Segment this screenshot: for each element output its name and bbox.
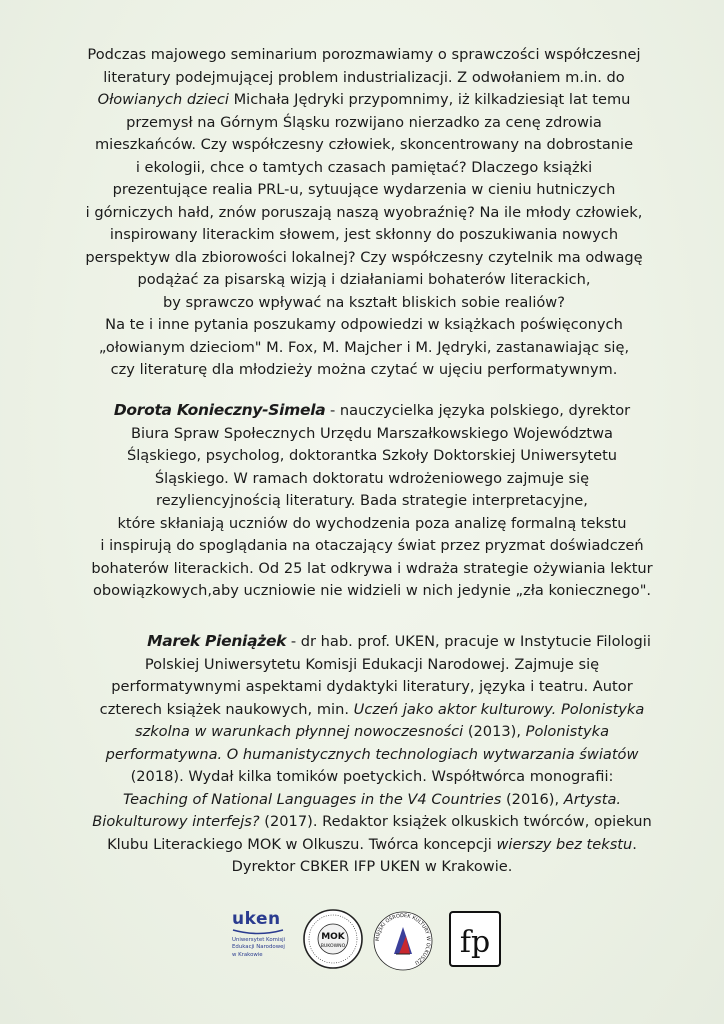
bio-line (72, 789, 672, 812)
intro-line: inspirowany literackim słowem, jest skłonny do poszukiwania nowych (109, 226, 619, 243)
uken-logo (232, 910, 294, 970)
intro-paragraph (58, 44, 670, 382)
bio-line: Biura Spraw Społecznych Urzędu Marszałkowskiego Województwa (130, 424, 613, 442)
bio-line (72, 699, 672, 722)
uken-subtitle: w Krakowie (232, 951, 263, 958)
bio-line: obowiązkowych,aby uczniowie nie widzieli w nich jedynie „zła koniecznego". (92, 582, 652, 599)
uken-subtitle: Edukacji Narodowej (232, 944, 285, 951)
uken-arc-icon (232, 928, 284, 936)
bio-text: Klubu Literackiego MOK w Olkuszu. Twórca koncepcji (107, 835, 497, 853)
bio-line: bohaterów literackich. Od 25 lat odkrywa i wdraża strategie ożywiania lektur (91, 559, 653, 577)
intro-line: „ołowianym dzieciom" M. Fox, M. Majcher i M. Jędryki, zastanawiając się, (98, 338, 630, 356)
book-title: Polonistyka (525, 723, 610, 740)
book-title: performatywna. O humanistycznych technologiach wytwarzania światów (105, 745, 639, 763)
bio-text: (2013), (463, 723, 526, 740)
intro-line: czy literaturę dla młodzieży można czytać w ujęciu performatywnym. (110, 361, 618, 378)
intro-line: literatury podejmującej problem industrializacji. Z odwołaniem m.in. do (103, 68, 625, 86)
bio-line (72, 399, 672, 423)
bio-line (72, 834, 672, 857)
bio-line: rezyliencyjnością literatury. Bada strategie interpretacyjne, (156, 492, 588, 509)
bio-line (72, 721, 672, 744)
bio-text: (2017). Redaktor książek olkuskich twórców, opiekun (259, 813, 652, 830)
bio-text: (2016), (501, 790, 564, 808)
book-title: Ołowianych dzieci (97, 91, 229, 108)
person-name: Dorota Konieczny-Simela (113, 401, 326, 419)
bio-text: czterech książek naukowych, min. (99, 700, 354, 718)
mok-text: MOK (321, 932, 345, 942)
bio-line (72, 811, 672, 834)
intro-text: Michała Jędryki przypomnimy, iż kilkadziesiąt lat temu (228, 91, 631, 108)
book-title: Uczeń jako aktor kulturowy. Polonistyka (353, 700, 645, 718)
intro-line: podążać za pisarską wizją i działaniami bohaterów literackich, (137, 271, 591, 288)
bio-text: - dr hab. prof. UKEN, pracuje w Instytucie Filologii (286, 633, 651, 650)
intro-line: perspektyw dla zbiorowości lokalnej? Czy współczesny czytelnik ma odwagę (85, 248, 643, 266)
mok-subtext: BUKOWNO (320, 944, 346, 949)
concept-title: wierszy bez tekstu (496, 835, 633, 853)
uken-wordmark: uken (232, 909, 281, 929)
bio-line: (2018). Wydał kilka tomików poetyckich. Współtwórca monografii: (130, 768, 614, 785)
intro-line: mieszkańców. Czy współczesny człowiek, skoncentrowany na dobrostanie (94, 136, 634, 153)
mok-olkusz-logo (372, 910, 434, 972)
partner-logos (0, 908, 724, 980)
bio-line (72, 630, 672, 654)
book-title: Teaching of National Languages in the V4 Countries (122, 790, 502, 808)
intro-line: by sprawczo wpływać na kształt bliskich sobie realiów? (163, 293, 565, 311)
person-name: Marek Pieniążek (147, 632, 287, 650)
bio-line: performatywnymi aspektami dydaktyki literatury, języka i teatru. Autor (111, 678, 633, 695)
intro-line: prezentujące realia PRL-u, sytuujące wydarzenia w cieniu hutniczych (112, 181, 616, 198)
intro-line: i górniczych hałd, znów poruszają naszą wyobraźnię? Na ile młody człowiek, (85, 203, 643, 221)
bio-text: - nauczycielka języka polskiego, dyrektor (325, 402, 631, 419)
bio-line: Polskiej Uniwersytetu Komisji Edukacji Narodowej. Zajmuje się (144, 655, 600, 673)
bio-text: . (632, 835, 637, 853)
mok-bukowno-logo (302, 908, 364, 970)
book-title: Biokulturowy interfejs? (92, 813, 260, 830)
intro-line: i ekologii, chce o tamtych czasach pamiętać? Dlaczego książki (135, 158, 593, 176)
intro-line (58, 89, 670, 112)
bio-line: i inspirują do spoglądania na otaczający świat przez pryzmat doświadczeń (100, 537, 644, 554)
bio-konieczny-simela (72, 399, 672, 603)
book-title: szkolna w warunkach płynnej nowoczesności (134, 723, 464, 740)
bio-line: Śląskiego. W ramach doktoratu wdrożeniowego zajmuje się (154, 469, 590, 487)
bio-line (72, 744, 672, 767)
mok-olkusz-ring-text: MIEJSKI OŚRODEK KULTURY W OLKUSZU (374, 912, 432, 966)
bio-line: Dyrektor CBKER IFP UKEN w Krakowie. (231, 858, 513, 875)
ifp-text: fp (459, 925, 491, 960)
bio-pieniazek (72, 630, 672, 879)
intro-line: Na te i inne pytania poszukamy odpowiedzi w książkach poświęconych (105, 316, 623, 333)
book-title: Artysta. (563, 790, 622, 808)
intro-line: przemysł na Górnym Śląsku rozwijano nierzadko za cenę zdrowia (126, 113, 602, 131)
uken-subtitle: Uniwersytet Komisji (232, 937, 286, 943)
bio-line: Śląskiego, psycholog, doktorantka Szkoły Doktorskiej Uniwersytetu (126, 447, 618, 464)
bio-line: które skłaniają uczniów do wychodzenia poza analizę formalną tekstu (117, 514, 627, 532)
ifp-logo (448, 910, 502, 968)
intro-line: Podczas majowego seminarium porozmawiamy o sprawczości współczesnej (87, 46, 641, 63)
